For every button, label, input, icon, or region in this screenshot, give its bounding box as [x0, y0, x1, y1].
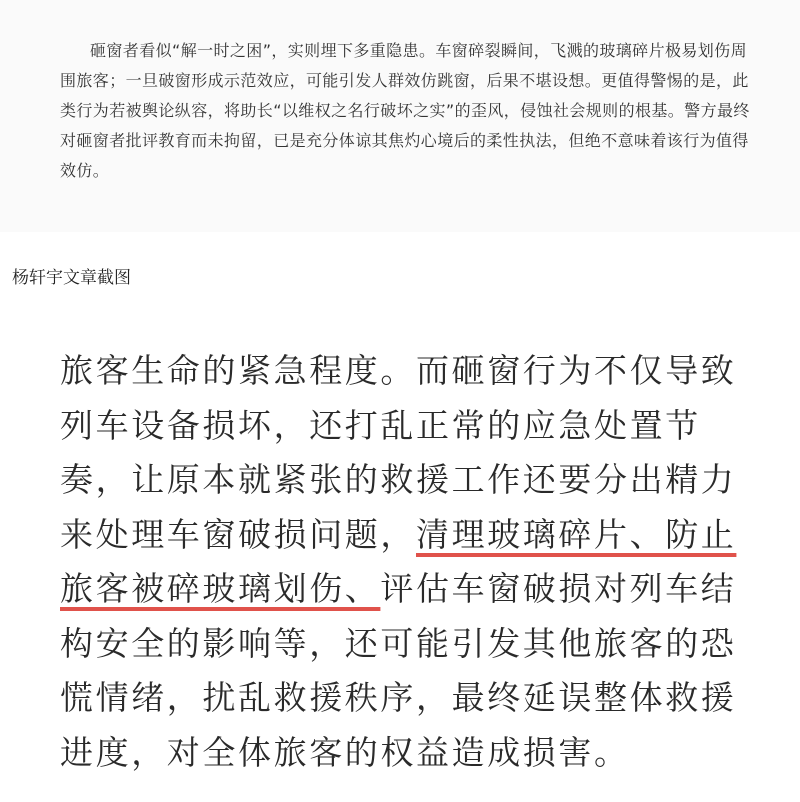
top-excerpt-paragraph: 砸窗者看似“解一时之困”，实则埋下多重隐患。车窗碎裂瞬间，飞溅的玻璃碎片极易划伤周围旅客；一旦破窗形成示范效应，可能引发人群效仿跳窗，后果不堪设想。更值得警惕的是，此类行为若被舆论纵容，将助长“以维权之名行破坏之实”的歪风，侵蚀社会规则的根基。警方最终对砸窗者批评教育而未拘留，已是充分体谅其焦灼心境后的柔性执法，但绝不意味着该行为值得效仿。: [60, 41, 750, 180]
bottom-text-after: 评估车窗破损对列车结构安全的影响等，还可能引发其他旅客的恐慌情绪，扰乱救援秩序，最终延误整体救援进度，对全体旅客的权益造成损害。: [60, 569, 737, 772]
top-excerpt-panel: [0, 0, 800, 232]
bottom-text-before: 旅客生命的紧急程度。而砸窗行为不仅导致列车设备损坏，还打乱正常的应急处置节奏，让原本就紧张的救援工作还要分出精力来处理车窗破损问题，: [60, 351, 737, 554]
bottom-excerpt-paragraph: [60, 344, 750, 780]
screenshot-caption: 杨轩宇文章截图: [12, 268, 131, 288]
red-underlined-phrase: 清理玻璃碎片、防止旅客被碎玻璃划伤、: [60, 514, 737, 608]
